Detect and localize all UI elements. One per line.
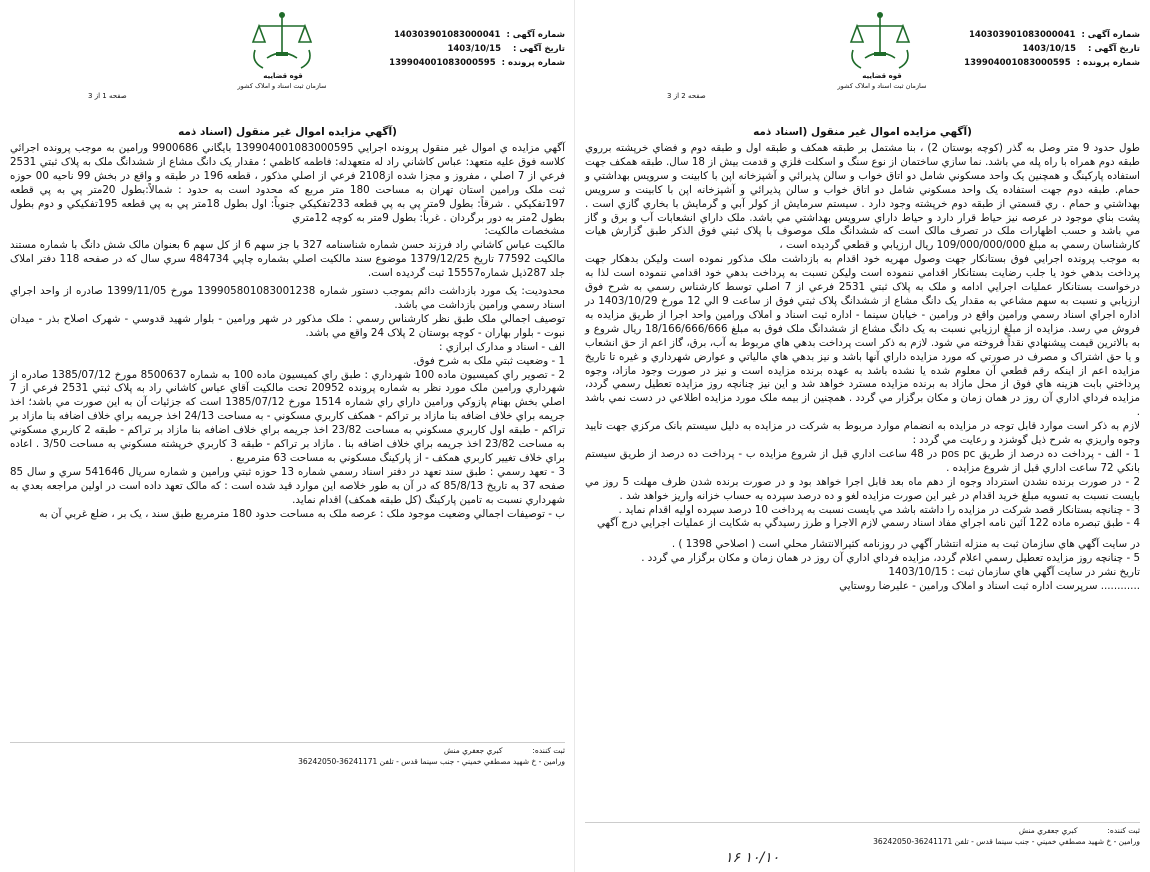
notice-number-label: شماره آگهی : <box>1081 30 1140 40</box>
paragraph: محدوديت: يک مورد بازداشت دائم بموجب دستور شماره 139905801083001238 مورخ 1399/11/05 صادره از واحد اجراي اسناد رسمي ورامين بازداشت مي باشد. <box>10 285 565 311</box>
paragraph: 1 - الف - پرداخت ده درصد از طريق pos pc در 48 ساعت اداري قبل از شروع مزايده ب - پرداخت ده درصد از طريق سيستم بانکي 72 ساعت اداري قبل از شروع مزايده . <box>585 447 1141 474</box>
office-address: ورامين - خ شهيد مصطفي خميني - جنب سينما قدس - تلفن 36241171-36242050 <box>298 757 565 766</box>
notice-meta <box>355 28 565 70</box>
judiciary-emblem-icon <box>843 8 917 72</box>
closing-line: 5 - چنانچه روز مزايده تعطيل رسمي اعلام گردد، مزايده فرداي اداري آن روز در همان زمان و مكان برگزار مي گردد . <box>641 552 1140 565</box>
closing-notes <box>585 538 1140 594</box>
notice-date-label: تاریخ آگهی : <box>1088 44 1140 54</box>
publish-date-line: تاريخ نشر در سايت آگهي هاي سازمان ثبت : 1403/10/15 <box>888 566 1140 579</box>
organization-name: سازمان ثبت اسناد و املاک کشور <box>837 82 927 90</box>
case-number: 139904001083000595 <box>964 58 1071 68</box>
paragraph: 2 - در صورت برنده نشدن استرداد وجوه از دهم ماه بعد قابل اجرا خواهد بود و در صورت برنده شدن ظرف مهلت 5 روز مي بايست نسبت به تسويه مبلغ خريد اقدام در غير اين صورت مزايده لغو و ده درصد سپرده به حساب خزانه واريز خواهد شد . <box>585 475 1141 502</box>
case-number-label: شماره پرونده : <box>501 58 565 68</box>
case-number-label: شماره پرونده : <box>1076 58 1140 68</box>
notice-body <box>585 142 1140 594</box>
paragraph: آگهي مزايده ي اموال غير منقول پرونده اجرايي 139904001083000595 بايگاني 9900686 ورامين به موجب پرونده اجرائي كلاسه فوق عليه متعهد: عباس كاشاني راد له متعهدله: فاطمه كاظمي ؛ مقدار يک دانگ مشاع از ششدانگ ملک به پلاک ثبتي 2531 فرعي از 7 اصلي ، مفروز و مجزا شده از2108 فرعي از اصلي مذکور ، قطعه 196 در طبقه و واقع در بخش 99 ناحيه 00 حوزه ثبت ملک ورامين استان تهران به مساحت 180 متر مربع كه محدود است به حدود : شمالاً:بطول 20متر پي به پي قطعه 197تفکيکي . شرقاً: بطول 9متر پي به پي قطعه 233تفکيکي جنوباً: اول بطول 18متر پي به پي قطعه 195تفکيکي و دوم بطول بطول 2متر به دور برگردان . غرباً: بطول 9متر به کوچه 12متري <box>10 142 566 224</box>
paragraph: الف - اسناد و مدارک ابرازي : <box>438 340 565 353</box>
page-header <box>585 6 1140 116</box>
paragraph: به موجب پرونده اجرايي فوق بستانکار جهت وصول مهريه خود اقدام به بازداشت ملک مذکور نموده است ولیکن بدهکار جهت پرداخت بدهي خود يا جلب رضايت بستانکار اقدامي ننموده است ولیکن نسبت به پرداخت بدهي خود اقدامي ننموده است لذا به درخواست بستانکار عمليات اجرايي ادامه و ملک به پلاک ثبتي 2531 فرعي از 7 اصلي توسط کارشناس رسمي به شرح فوق ارزيابي و نسبت به سهم مشاعي به مقدار يک دانگ مشاع از ششدانگ پلاک ثبتي فوق از ساعت 9 الي 12 مورخ 1403/10/29 در اداره اجراي اسناد رسمي ورامين واقع در ورامين - خيابان سينما - اداره ثبت اسناد و املاک ورامين واحد اجرا از طريق مزايده به فروش مي رسد. مزايده از مبلغ ارزيابي نسبت به يک دانگ مشاع از ششدانگ ملک فوق به مبلغ 18/166/666/666 ريال شروع و به بالاترين قيمت پيشنهادي نقداً فروخته مي شود. لازم به ذکر است پرداخت بدهي هاي مربوط به آب، برق، گاز اعم از حق انشعاب و يا حق اشتراک و مصرف در صورتي که مورد مزايده داراي آنها باشد و نيز بدهي هاي مالياتي و عوارض شهرداري و غيره تا تاريخ مزايده اعم از اينکه رقم قطعي آن معلوم شده يا نشده باشد به عهده برنده مزايده است و نيز در صورت وجود مازاد، وجوه پرداختي بابت هزينه هاي فوق از محل مازاد به برنده مزايده مسترد خواهد شد و اين نيز چنانچه روز مزايده تعطيل رسمي گردد، مزايده فرداي اداري آن روز در همان زمان و مكان برگزار مي گردد . همچنين از بيمه ملک مورد مزايده اطلاعي در دست نمي باشد . <box>585 253 1141 419</box>
registrar-label: ثبت كننده: <box>532 746 565 755</box>
notice-body <box>10 142 565 521</box>
paragraph: 3 - تعهد رسمي : طبق سند تعهد در دفتر اسناد رسمي شماره 13 حوزه ثبتي ورامين و شماره سريال 541646 سري و سال 85 صفحه 37 به تاريخ 85/8/13 که در آن به طور خلاصه اين موارد قيد شده است : که مالک تعهد داده است در اولين مراجعه بعدي به شهرداري نسبت به تامين پارکينگ (كل طبقه همكف) اقدام نمايد. <box>10 465 566 506</box>
official-signature-line: ............ سرپرست اداره ثبت اسناد و املاک ورامين - عليرضا روستايي <box>839 580 1140 593</box>
page-header <box>10 6 565 116</box>
notice-date-label: تاریخ آگهی : <box>513 44 565 54</box>
registrar-label: ثبت كننده: <box>1107 826 1140 835</box>
case-number: 139904001083000595 <box>389 58 496 68</box>
notice-date: 1403/10/15 <box>1022 44 1076 54</box>
office-address: ورامين - خ شهيد مصطفي خميني - جنب سينما قدس - تلفن 36241171-36242050 <box>873 837 1140 846</box>
paragraph: ب - توصيفات اجمالي وضعيت موجود ملک : عرصه ملک به مساحت حدود 180 مترمربع طبق سند ، يک بر ، ضلع غربي آن به <box>39 507 565 520</box>
notice-date: 1403/10/15 <box>447 44 501 54</box>
page-number: صفحه 2 از 3 <box>667 92 706 100</box>
signoff <box>10 742 565 767</box>
paragraph: طول حدود 9 متر وصل به گذر (کوچه بوستان 2) ، بنا مشتمل بر طبقه همکف و طبقه اول و طبقه دوم و فضاي خرپشته برروي طبقه دوم همراه با راه پله مي باشد. نما سازي ساختمان از نوع سنگ و اسکلت فلزي و قدمت بيش از 18 سال. طبقه همکف جهت استفاده پارکينگ و همچنين يک واحد مسکوني شامل دو اتاق خواب و سالن پذيرائي و آشپزخانه اپن با کابينت و سرويس بهداشتي و حمام. طبقه دوم جهت استفاده يک واحد مسکوني شامل دو اتاق خواب و سالن پذيرائي و آشپزخانه اپن با کابينت و سرويس بهداشتي و حمام . ري قسمتي از طبقه دوم خرپشته وجود دارد . سيستم سرمايش از کولر آبي و گرمايش با بخاري گازي است . پشت بناي موجود در عرصه نيز حياط قرار دارد و حياط داراي سرويس بهداشتي مي باشد. ملک داراي انشعابات آب و برق و گاز مي باشد و حسب اظهارات ملک در تصرف مالک است که ششدانگ ملک موصوف با پلاک ثبتي فوق الذکر طبق گزارش هيات کارشناسان رسمي به مبلغ 109/000/000/000 ريال ارزيابي و قطعي گرديده است ، <box>585 142 1141 252</box>
judiciary-caption: قوه قضاییه <box>263 72 303 80</box>
notice-title: (آگهي مزايده اموال غير منقول (اسناد ذمه <box>178 126 397 138</box>
paragraph: 2 - تصوير راي کميسيون ماده 100 شهرداري : طبق راي کميسيون ماده 100 به شماره 8500637 مورخ 1385/07/12 صادره از شهرداري ورامين ملک مورد نظر به شماره پرونده 20952 تحت مالکيت آقاي عباس کاشاني راد به پلاک ثبتي 2531 فرعي از 7 اصلي بخش بهنام پازوکي ورامين داراي راي شماره 1514 مورخ 1385/07/12 است که جزئيات آن به اين صورت مي باشد؛ اخذ جريمه براي خلاف اضافه بنا مازاد بر تراکم - همکف کاربري مسکوني - به مساحت 24/13 اخذ جريمه براي خلاف اضافه بنا مازاد بر تراکم - طبقه اول کاربري مسکوني به مساحت 23/82 اخذ جريمه براي خلاف اضافه بنا مازاد بر تراکم - طبقه 2 کاربري مسکوني به مساحت 23/82 اخذ جريمه براي خلاف اضافه بنا . مازاد بر تراکم - طبقه 3 کاربري خرپشته مسکوني به مساحت 3/50 . اعاده براي خلاف تغيير کاربري همکف - از پارکينگ مسکوني به مساحت 63 مترمربع . <box>10 368 566 464</box>
notice-title: (آگهي مزايده اموال غير منقول (اسناد ذمه <box>753 126 972 138</box>
organization-name: سازمان ثبت اسناد و املاک کشور <box>237 82 327 90</box>
notice-number-label: شماره آگهی : <box>506 30 565 40</box>
notice-meta <box>930 28 1140 70</box>
judiciary-emblem-icon <box>245 8 319 72</box>
registrar-name: كبري جعفري منش <box>443 746 503 755</box>
paragraph: مشخصات مالكيت: <box>484 225 565 238</box>
handwritten-note: ۱۰/۱۰ ۱۶ <box>725 850 780 866</box>
signoff <box>585 822 1140 847</box>
paragraph: لازم به ذکر است موارد قابل توجه در مزايده به انضمام موارد مربوط به شرکت در مزايده به دليل سيستم بانک مرکزي جهت تاييد وجوه واريزي به شرح ذيل گوشزد و رعايت مي گردد : <box>585 420 1140 447</box>
paragraph: مالكيت عباس كاشاني راد فرزند حسن شماره شناسنامه 327 با جز سهم 6 از كل سهم 6 بعنوان مالک شش دانگ با شماره مستند مالكيت 77592 تاريخ 1379/12/25 موضوع سند مالكيت اصلي بشماره چاپي 484734 سري سال كه در صفحه 118 دفتر املاک جلد 287ذيل شماره15557 ثبت گرديده است. <box>10 239 565 280</box>
registrar-name: كبري جعفري منش <box>1018 826 1078 835</box>
notice-number: 140303901083000041 <box>393 30 501 40</box>
notice-number: 140303901083000041 <box>968 30 1076 40</box>
paragraph: 4 - طبق تبصره ماده 122 آئين نامه اجراي مفاد اسناد رسمي لازم الاجرا و طرز رسيدگي به شكايت از عمليات اجرايي درج آگهي <box>596 517 1140 530</box>
page-number: صفحه 1 از 3 <box>88 92 127 100</box>
judiciary-caption: قوه قضاییه <box>862 72 902 80</box>
paragraph: 1 - وضعيت ثبتي ملک به شرح فوق. <box>413 354 565 367</box>
closing-line: در سايت آگهي هاي سازمان ثبت به منزله انتشار آگهي در روزنامه كثيرالانتشار محلي است ( اصلاحي 1398 ) . <box>671 538 1140 551</box>
page-2 <box>575 0 1150 872</box>
paragraph: 3 - چنانچه بستانکار قصد شرکت در مزايده را داشته باشد مي بايست نسبت به پرداخت 10 درصد سپرده اوليه اقدام نمايد . <box>618 503 1140 516</box>
paragraph: توصيف اجمالي ملک طبق نظر کارشناس رسمي : ملک مذکور در شهر ورامين - بلوار شهيد قدوسي - شهرک اصلاح بذر - ميدان نبوت - بلوار بهاران - کوچه بوستان 2 پلاک 24 واقع مي باشد. <box>10 312 565 339</box>
